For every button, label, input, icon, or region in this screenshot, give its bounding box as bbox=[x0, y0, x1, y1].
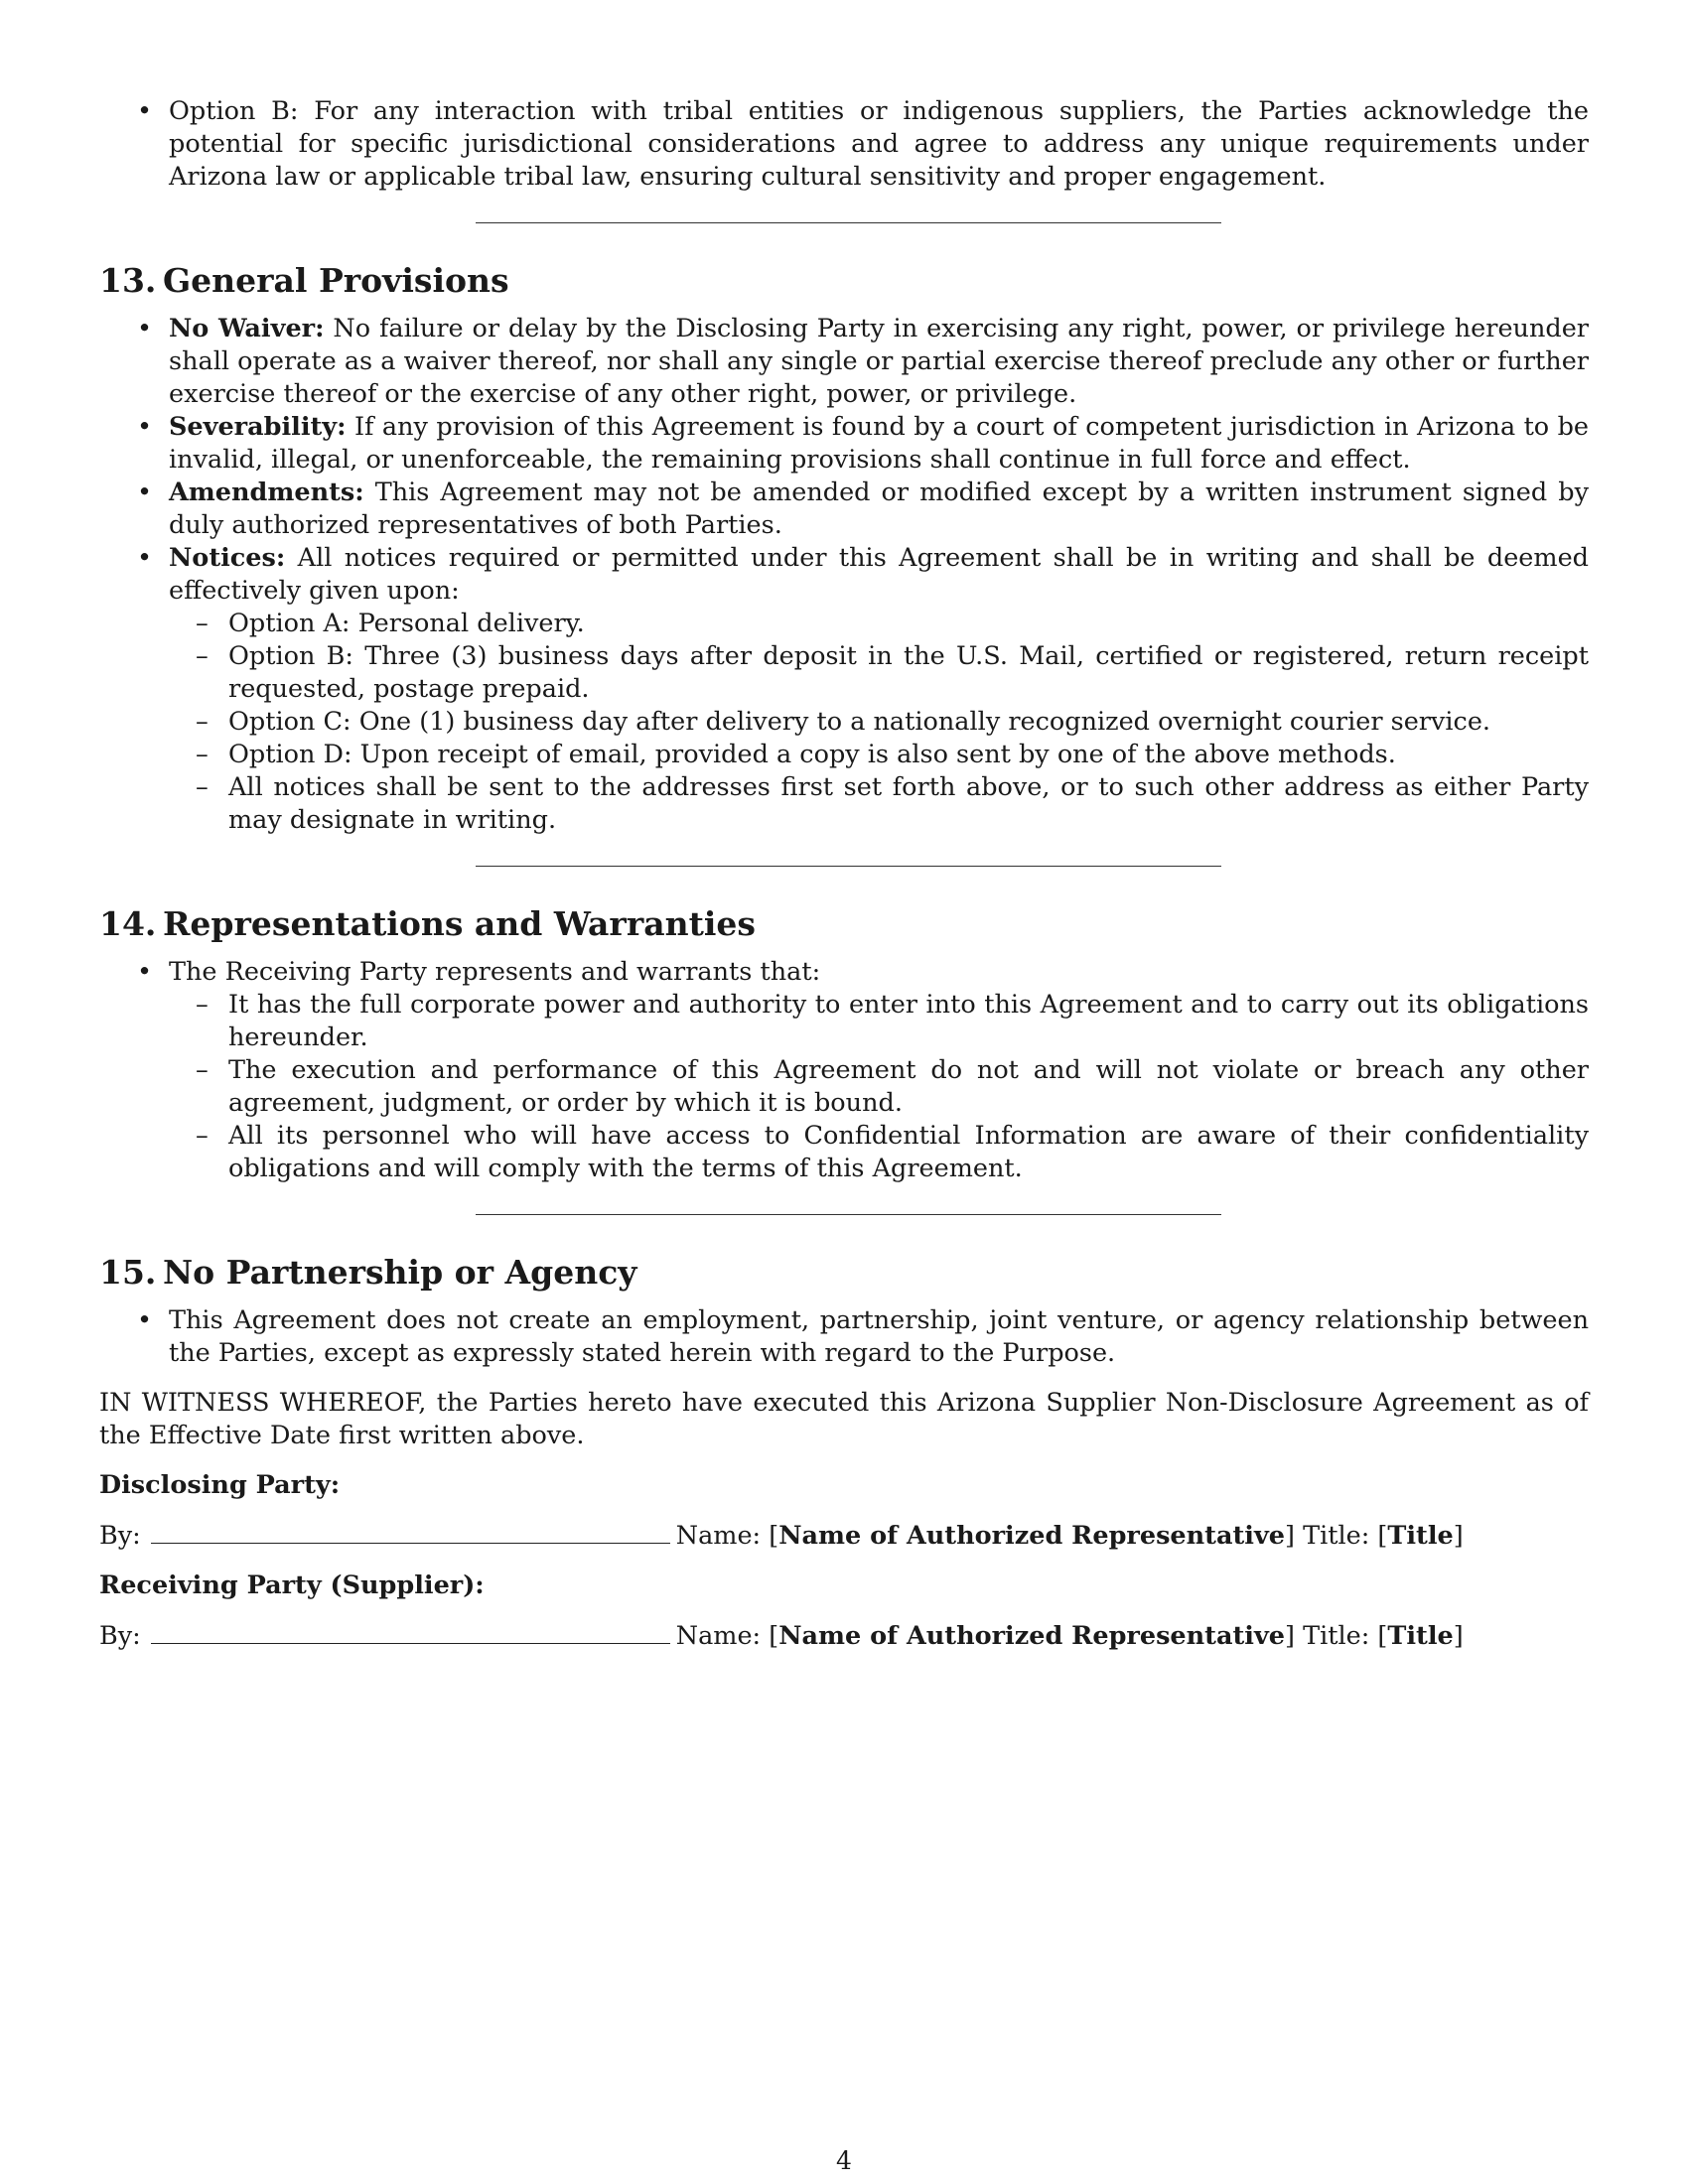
section-title: Representations and Warranties bbox=[163, 904, 756, 943]
section-title: No Partnership or Agency bbox=[163, 1253, 637, 1292]
section-number: 13. bbox=[99, 261, 157, 300]
list-item-amendments bbox=[99, 477, 1589, 542]
no-partnership-list bbox=[99, 1304, 1589, 1370]
name-label: Name: bbox=[675, 1521, 762, 1551]
item-text: All notices required or permitted under this Agreement shall be in writing and shall be deemed effectively given upon: bbox=[169, 543, 1589, 606]
notice-options-list bbox=[169, 608, 1589, 837]
section-divider bbox=[476, 1214, 1221, 1215]
title-label: Title: bbox=[1303, 1521, 1370, 1551]
list-item: • This Agreement does not create an employment, partnership, joint venture, or agency relationship between the Parties, except as expressly stated herein with regard to the Purpose. bbox=[99, 1304, 1589, 1370]
list-item-intro bbox=[99, 956, 1589, 1185]
by-label: By: bbox=[99, 1621, 141, 1651]
section-divider bbox=[476, 866, 1221, 867]
section-15-heading bbox=[99, 1253, 1589, 1293]
title-value: Title bbox=[1387, 1621, 1454, 1651]
name-value: Name of Authorized Representative bbox=[778, 1521, 1285, 1551]
list-item: – All its personnel who will have access to Confidential Information are aware of their confidentiality obligations and will comply with the terms of this Agreement. bbox=[169, 1120, 1589, 1185]
title-label: Title: bbox=[1303, 1621, 1370, 1651]
section-title: General Provisions bbox=[163, 261, 509, 300]
representations-list bbox=[99, 956, 1589, 1185]
receiving-party-heading: Receiving Party (Supplier): bbox=[99, 1570, 485, 1600]
witness-paragraph: IN WITNESS WHEREOF, the Parties hereto have executed this Arizona Supplier Non-Disclosure Agreement as of the Effective Date first written above. bbox=[99, 1388, 1589, 1450]
title-value: Title bbox=[1387, 1521, 1454, 1551]
by-label: By: bbox=[99, 1521, 141, 1551]
list-item: – Option C: One (1) business day after delivery to a nationally recognized overnight courier service. bbox=[169, 706, 1589, 739]
list-item: – Option A: Personal delivery. bbox=[169, 608, 1589, 640]
section-number: 15. bbox=[99, 1253, 157, 1292]
general-provisions-list bbox=[99, 313, 1589, 837]
list-item-no-waiver bbox=[99, 313, 1589, 411]
section-13-heading bbox=[99, 261, 1589, 301]
disclosing-party-heading: Disclosing Party: bbox=[99, 1470, 341, 1500]
section-divider bbox=[476, 222, 1221, 223]
section-14-heading bbox=[99, 904, 1589, 944]
list-item: – It has the full corporate power and authority to enter into this Agreement and to carry out its obligations hereunder. bbox=[169, 989, 1589, 1054]
list-item-severability bbox=[99, 411, 1589, 477]
item-label: Notices: bbox=[169, 543, 286, 573]
signature-field[interactable] bbox=[151, 1619, 670, 1644]
section-number: 14. bbox=[99, 904, 157, 943]
page-content bbox=[99, 95, 1589, 1653]
item-text: This Agreement may not be amended or modified except by a written instrument signed by duly authorized representatives of both Parties. bbox=[169, 478, 1589, 540]
disclosing-signature-line: By: Name: [Name of Authorized Representative] Title: [Title] bbox=[99, 1521, 1464, 1551]
item-text: No failure or delay by the Disclosing Party in exercising any right, power, or privilege hereunder shall operate as a waiver thereof, nor shall any single or partial exercise thereof preclude any other or further exercise thereof or the exercise of any other right, power, or privilege. bbox=[169, 314, 1589, 409]
list-item: – The execution and performance of this Agreement do not and will not violate or breach any other agreement, judgment, or order by which it is bound. bbox=[169, 1054, 1589, 1120]
item-label: Severability: bbox=[169, 412, 347, 442]
warranties-list bbox=[169, 989, 1589, 1185]
page-number: 4 bbox=[836, 2146, 852, 2175]
list-item: – All notices shall be sent to the addresses first set forth above, or to such other address as either Party may designate in writing. bbox=[169, 771, 1589, 837]
signature-field[interactable] bbox=[151, 1519, 670, 1544]
item-text: The Receiving Party represents and warrants that: bbox=[169, 957, 821, 987]
name-value: Name of Authorized Representative bbox=[778, 1621, 1285, 1651]
item-label: No Waiver: bbox=[169, 314, 325, 343]
list-item: – Option B: Three (3) business days after deposit in the U.S. Mail, certified or registered, return receipt requested, postage prepaid. bbox=[169, 640, 1589, 706]
receiving-signature-line: By: Name: [Name of Authorized Representative] Title: [Title] bbox=[99, 1621, 1464, 1651]
section12-tail-list bbox=[99, 95, 1589, 194]
option-b-item: • Option B: For any interaction with tribal entities or indigenous suppliers, the Parties acknowledge the potential for specific jurisdictional considerations and agree to address any unique requirements under Arizona law or applicable tribal law, ensuring cultural sensitivity and proper engagement. bbox=[99, 95, 1589, 194]
list-item: – Option D: Upon receipt of email, provided a copy is also sent by one of the above methods. bbox=[169, 739, 1589, 771]
item-text: If any provision of this Agreement is found by a court of competent jurisdiction in Arizona to be invalid, illegal, or unenforceable, the remaining provisions shall continue in full force and effect. bbox=[169, 412, 1589, 475]
name-label: Name: bbox=[675, 1621, 762, 1651]
list-item-notices bbox=[99, 542, 1589, 837]
item-label: Amendments: bbox=[169, 478, 364, 507]
